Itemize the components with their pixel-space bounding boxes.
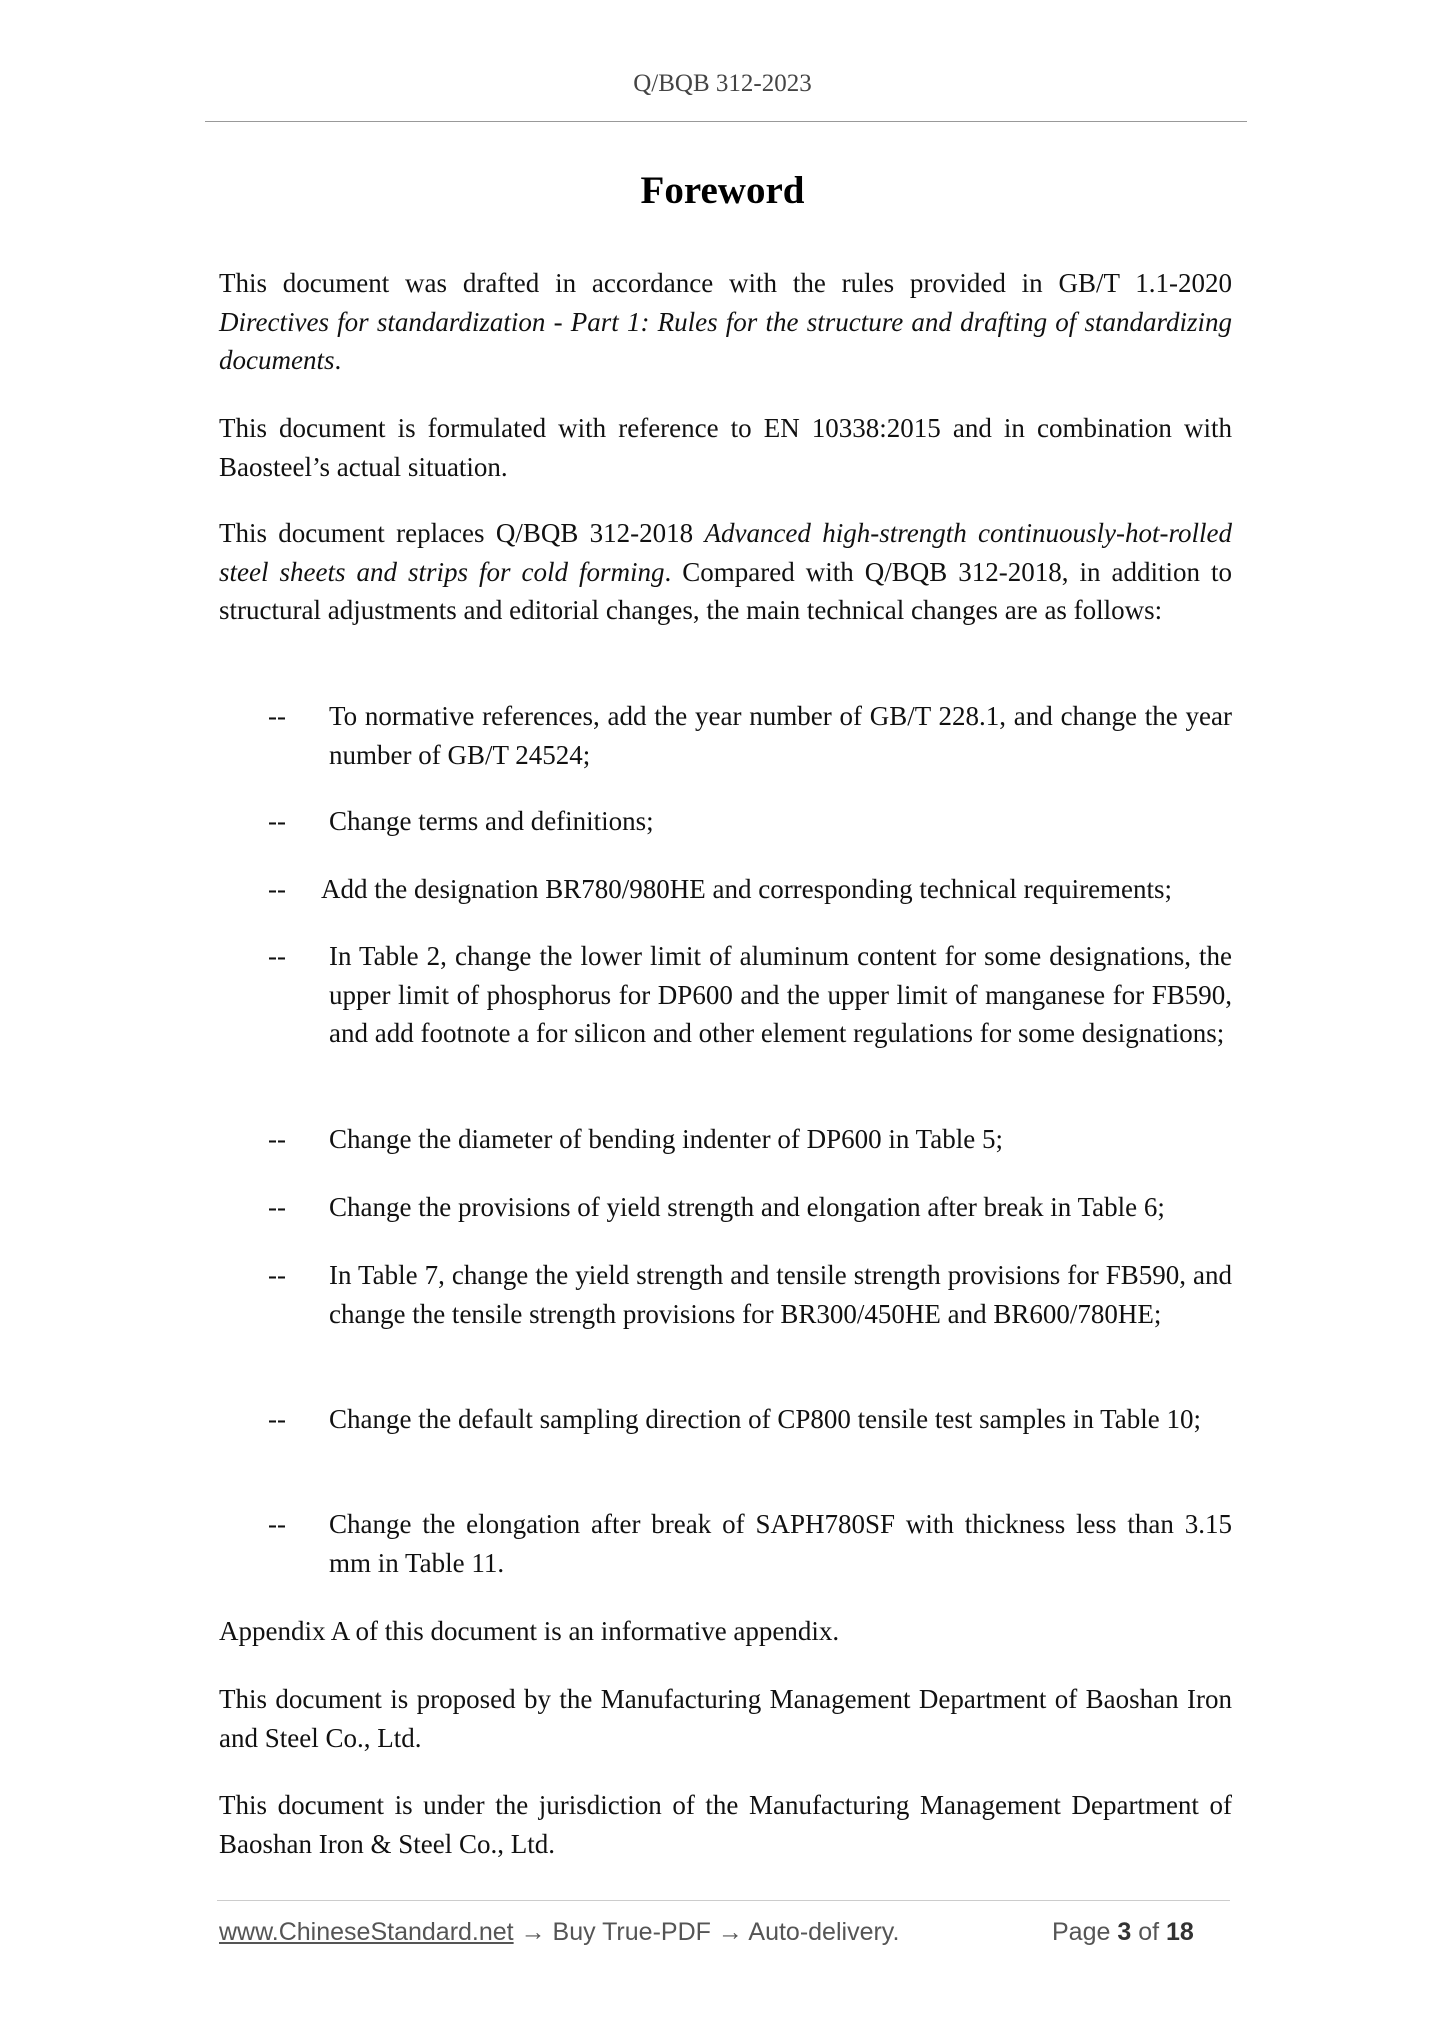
header-doc-code: Q/BQB 312-2023 (633, 70, 812, 97)
paragraph-text: . Compared with Q/BQB 312-2018, in addition to structural adjustments and editorial changes, the main technical changes are as follows: (219, 556, 1232, 625)
footer-site-link[interactable]: www.ChineseStandard.net (219, 1918, 514, 1946)
page-title: Foreword (640, 169, 805, 212)
list-bullet: -- (268, 1404, 286, 1434)
paragraph-text: This document replaces Q/BQB 312-2018 (219, 518, 705, 548)
list-bullet: -- (268, 1509, 286, 1539)
list-item-text: Change the elongation after break of SAPH780SF with thickness less than 3.15 mm in Table 11. (329, 1509, 1232, 1578)
paragraph-italic-title: Advanced high-strength continuously-hot-rolled steel sheets and strips for cold forming (219, 518, 1232, 587)
paragraph-text: This document was drafted in accordance with the rules provided in GB/T 1.1-2020 (219, 268, 1232, 298)
paragraph-appendix: Appendix A of this document is an informative appendix. (219, 1616, 840, 1646)
list-bullet: -- (268, 1260, 286, 1290)
footer-page-indicator (1052, 1918, 1194, 1947)
list-bullet: -- (268, 1124, 286, 1154)
paragraph-replacement (219, 514, 1232, 630)
footer-divider (217, 1900, 1230, 1901)
footer-page-word: Page (1052, 1918, 1111, 1946)
paragraph-jurisdiction: This document is under the jurisdiction of the Manufacturing Management Department of Baoshan Iron & Steel Co., Ltd. (219, 1790, 1232, 1859)
list-item-text: In Table 7, change the yield strength and tensile strength provisions for FB590, and change the tensile strength provisions for BR300/450HE and BR600/780HE; (329, 1260, 1232, 1329)
footer-of-word: of (1138, 1918, 1160, 1946)
footer-page-number: 3 (1117, 1918, 1132, 1946)
footer-promo (219, 1918, 899, 1947)
paragraph-italic-title: Directives for standardization - Part 1: Rules for the structure and drafting of standardizing documents (219, 306, 1232, 375)
list-item-text: Change the provisions of yield strength and elongation after break in Table 6; (329, 1192, 1165, 1222)
list-bullet: -- (268, 874, 286, 904)
footer-page-total: 18 (1166, 1918, 1194, 1946)
header-divider (205, 121, 1247, 122)
list-item-text: To normative references, add the year number of GB/T 228.1, and change the year number of GB/T 24524; (329, 701, 1232, 770)
list-item-text: Add the designation BR780/980HE and corresponding technical requirements; (321, 874, 1173, 904)
list-item-text: Change terms and definitions; (329, 806, 654, 836)
list-bullet: -- (268, 1192, 286, 1222)
paragraph-proposer: This document is proposed by the Manufacturing Management Department of Baoshan Iron and Steel Co., Ltd. (219, 1684, 1232, 1753)
list-bullet: -- (268, 806, 286, 836)
paragraph-text: . (334, 345, 342, 375)
footer-promo-text: → Buy True-PDF → Auto-delivery. (513, 1918, 900, 1946)
list-item-text: In Table 2, change the lower limit of aluminum content for some designations, the upper limit of phosphorus for DP600 and the upper limit of manganese for FB590, and add footnote a for silicon and other element regulations for some designations; (329, 941, 1232, 1048)
list-bullet: -- (268, 941, 286, 971)
list-bullet: -- (268, 701, 286, 731)
list-item-text: Change the default sampling direction of CP800 tensile test samples in Table 10; (329, 1404, 1201, 1434)
paragraph-reference: This document is formulated with reference to EN 10338:2015 and in combination with Baosteel’s actual situation. (219, 413, 1232, 482)
paragraph-drafting-rules (219, 264, 1232, 380)
list-item-text: Change the diameter of bending indenter of DP600 in Table 5; (329, 1124, 1003, 1154)
